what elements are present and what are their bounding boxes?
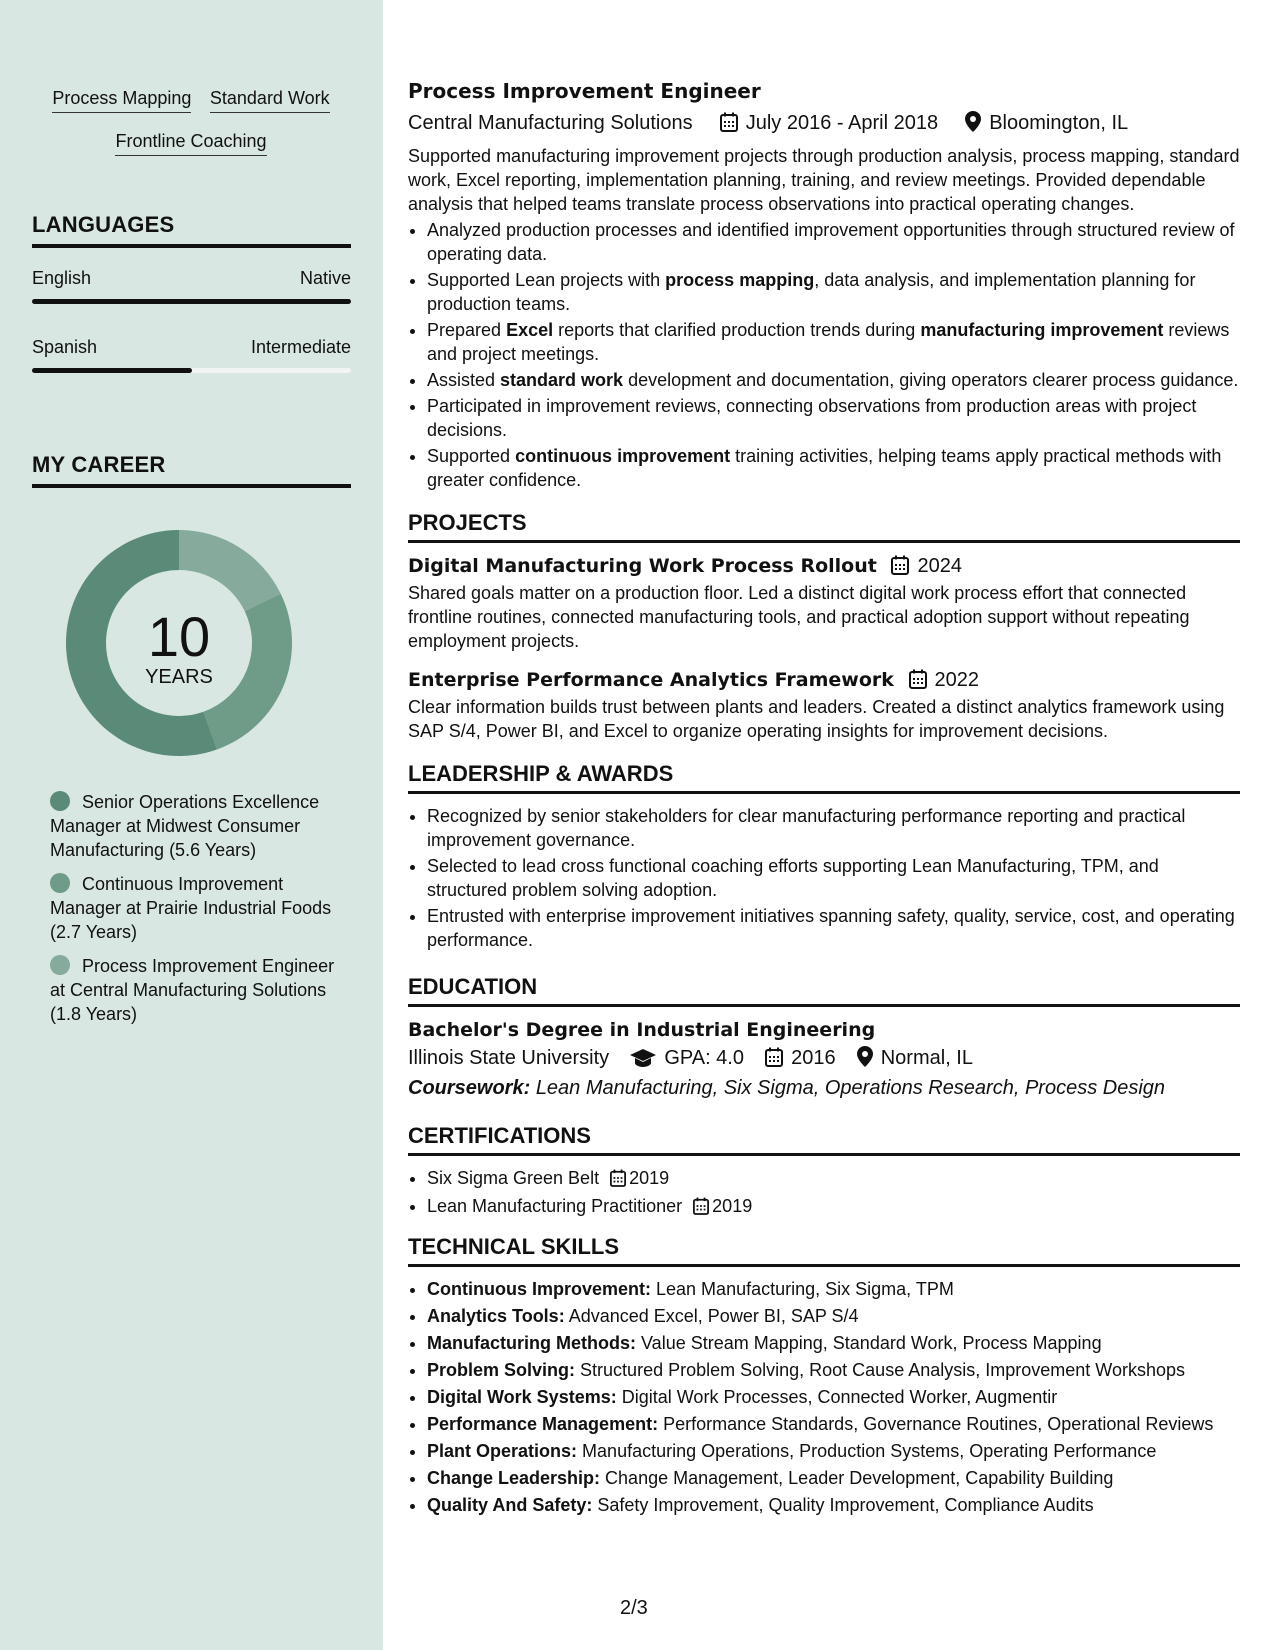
degree: Bachelor's Degree in Industrial Engineering (408, 1019, 876, 1041)
skills-heading: TECHNICAL SKILLS (408, 1234, 1240, 1267)
skill-tags (30, 86, 352, 172)
coursework-label: Coursework: (408, 1077, 531, 1099)
project-description: Clear information builds trust between plants and leaders. Created a distinct analytics framework using SAP S/4, Power BI, and Excel to organize operating insights for improvement decisions. (408, 697, 1225, 741)
calendar-icon (891, 555, 909, 575)
career-text: Senior Operations Excellence Manager at Midwest Consumer Manufacturing (5.6 Years) (50, 792, 320, 860)
project-item (408, 667, 1240, 743)
skill-tag: Standard Work (210, 86, 330, 113)
project-year: 2024 (917, 555, 962, 577)
career-donut-segment (203, 594, 292, 750)
company: Central Manufacturing Solutions (408, 112, 693, 134)
education-heading: EDUCATION (408, 974, 1240, 1007)
career-donut-chart (66, 530, 292, 756)
sidebar (0, 0, 383, 1650)
career-total: 10 (147, 605, 211, 668)
job-location: Bloomington, IL (989, 112, 1129, 134)
career-dot-icon (50, 955, 70, 975)
skill-item: • Quality And Safety: Safety Improvement, Quality Improvement, Compliance Audits (427, 1493, 1240, 1518)
project-title-row (408, 667, 1240, 693)
skill-item: • Plant Operations: Manufacturing Operations, Production Systems, Operating Performance (427, 1439, 1240, 1464)
certification-item (427, 1166, 1240, 1190)
graduation-year: 2016 (791, 1047, 836, 1069)
project-title-row (408, 553, 1240, 579)
education-meta (408, 1045, 1240, 1071)
job-dates: July 2016 - April 2018 (745, 112, 939, 134)
career-heading: MY CAREER (32, 452, 351, 488)
career-list (50, 790, 340, 1036)
career-item (50, 872, 340, 944)
projects-heading: PROJECTS (408, 510, 1240, 543)
leadership-item: • Recognized by senior stakeholders for clear manufacturing performance reporting and practical improvement governance. (427, 804, 1240, 852)
skill-tag: Process Mapping (52, 86, 191, 113)
job-meta (408, 110, 1240, 136)
project-title: Enterprise Performance Analytics Framework (408, 669, 894, 691)
skill-tag: Frontline Coaching (115, 129, 266, 156)
skill-item: • Change Leadership: Change Management, Leader Development, Capability Building (427, 1466, 1240, 1491)
location-pin-icon (857, 1046, 873, 1067)
coursework (408, 1075, 1240, 1101)
career-item (50, 790, 340, 862)
career-donut-segment (179, 530, 281, 611)
languages-heading: LANGUAGES (32, 212, 351, 248)
career-text: Continuous Improvement Manager at Prairie Industrial Foods (2.7 Years) (50, 874, 332, 942)
certification-item (427, 1194, 1240, 1218)
gpa: GPA: 4.0 (664, 1047, 744, 1069)
skill-item: • Digital Work Systems: Digital Work Processes, Connected Worker, Augmentir (427, 1385, 1240, 1410)
skill-item: • Manufacturing Methods: Value Stream Mapping, Standard Work, Process Mapping (427, 1331, 1240, 1356)
career-dot-icon (50, 791, 70, 811)
location-pin-icon (965, 111, 981, 132)
job-summary: Supported manufacturing improvement projects through production analysis, process mapping, standard work, Excel reporting, implementation planning, training, and review meetings. Provided dependable analysis that helped teams translate process observations into practical operating changes. (408, 146, 1240, 214)
project-item (408, 553, 1240, 653)
job-bullets (408, 218, 1240, 492)
school: Illinois State University (408, 1047, 610, 1069)
skill-item: • Analytics Tools: Advanced Excel, Power BI, SAP S/4 (427, 1304, 1240, 1329)
project-year: 2022 (934, 669, 980, 691)
education-location: Normal, IL (880, 1047, 973, 1069)
skill-item: • Problem Solving: Structured Problem Solving, Root Cause Analysis, Improvement Workshops (427, 1358, 1240, 1383)
leadership-item: • Entrusted with enterprise improvement initiatives spanning safety, quality, service, cost, and operating performance. (427, 904, 1240, 952)
main-content (408, 78, 1240, 1520)
job-bullet: • Participated in improvement reviews, connecting observations from production areas with project decisions. (427, 394, 1240, 442)
certifications-heading: CERTIFICATIONS (408, 1123, 1240, 1156)
language-bar (32, 368, 351, 373)
project-title: Digital Manufacturing Work Process Rollout (408, 555, 877, 577)
coursework-list: Lean Manufacturing, Six Sigma, Operations Research, Process Design (535, 1077, 1166, 1099)
leadership-item: • Selected to lead cross functional coaching efforts supporting Lean Manufacturing, TPM, and structured problem solving adoption. (427, 854, 1240, 902)
job-title: Process Improvement Engineer (408, 79, 761, 103)
language-level: Intermediate (250, 337, 351, 357)
calendar-icon (720, 112, 738, 132)
career-dot-icon (50, 873, 70, 893)
certification-year: 2019 (712, 1196, 753, 1216)
certifications-list (408, 1166, 1240, 1218)
leadership-list (408, 804, 1240, 952)
job-bullet: • Analyzed production processes and identified improvement opportunities through structured review of operating data. (427, 218, 1240, 266)
certification-name: Six Sigma Green Belt (427, 1168, 600, 1188)
language-bar (32, 299, 351, 304)
graduation-cap-icon (630, 1049, 656, 1067)
calendar-icon (693, 1197, 709, 1215)
job-bullet: • Supported Lean projects with process mapping, data analysis, and implementation planning for production teams. (427, 268, 1240, 316)
certification-year: 2019 (629, 1168, 670, 1188)
skills-list (408, 1277, 1240, 1518)
leadership-heading: LEADERSHIP & AWARDS (408, 761, 1240, 794)
skill-item: • Performance Management: Performance Standards, Governance Routines, Operational Reviews (427, 1412, 1240, 1437)
skill-item: • Continuous Improvement: Lean Manufacturing, Six Sigma, TPM (427, 1277, 1240, 1302)
language-row (32, 337, 351, 358)
calendar-icon (610, 1169, 626, 1187)
job-bullet: • Assisted standard work development and documentation, giving operators clearer process guidance. (427, 368, 1240, 392)
career-unit: YEARS (145, 666, 213, 688)
language-name: Spanish (32, 337, 98, 357)
page-number: 2/3 (620, 1597, 648, 1619)
language-bar-fill (32, 368, 192, 373)
career-text: Process Improvement Engineer at Central Manufacturing Solutions (1.8 Years) (50, 956, 335, 1024)
calendar-icon (765, 1047, 783, 1067)
career-item (50, 954, 340, 1026)
certification-name: Lean Manufacturing Practitioner (427, 1196, 683, 1216)
language-level: Native (299, 268, 351, 288)
language-row (32, 268, 351, 289)
language-name: English (32, 268, 92, 288)
project-description: Shared goals matter on a production floor. Led a distinct digital work process effort that connected frontline routines, connected manufacturing tools, and practical adoption support without repeating employment projects. (408, 583, 1190, 651)
calendar-icon (909, 669, 927, 689)
language-bar-fill (32, 299, 351, 304)
job-bullet: • Prepared Excel reports that clarified production trends during manufacturing improvement reviews and project meetings. (427, 318, 1240, 366)
job-bullet: • Supported continuous improvement training activities, helping teams apply practical methods with greater confidence. (427, 444, 1240, 492)
